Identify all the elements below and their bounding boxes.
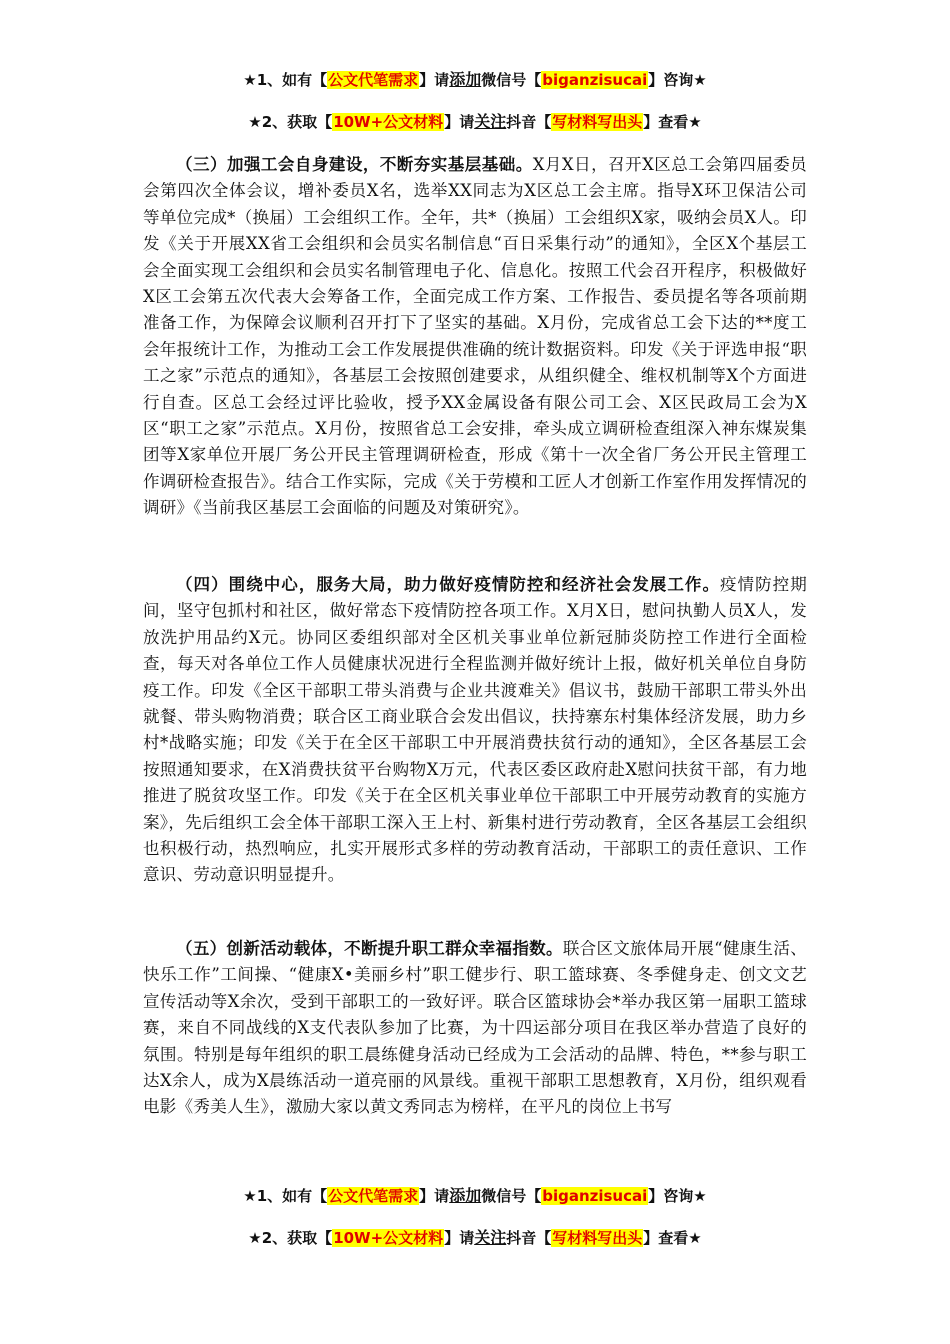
header-line-2-mid1: 】请	[444, 113, 475, 131]
footer-line-2-mid1: 】请	[444, 1229, 475, 1247]
footer-line-1-highlight-service: 公文代笔需求	[328, 1187, 419, 1205]
footer-line-2-suffix: 】查看★	[643, 1229, 702, 1247]
footer-line-1-prefix: ★1、如有【	[243, 1187, 328, 1205]
header-line-1-suffix: 】咨询★	[648, 71, 707, 89]
footer-line-1-suffix: 】咨询★	[648, 1187, 707, 1205]
header-line-2-highlight-materials: 10W+公文材料	[333, 113, 444, 131]
footer-line-1-mid1: 】请	[419, 1187, 450, 1205]
footer-line-1	[0, 1186, 950, 1206]
header-line-2-mid2: 抖音【	[506, 113, 552, 131]
footer-line-1-emphasis: 添加	[449, 1186, 482, 1205]
section-5-heading: （五）创新活动载体，不断提升职工群众幸福指数。	[176, 939, 563, 958]
section-5-paragraph	[143, 936, 807, 1121]
section-4-heading: （四）围绕中心，服务大局，助力做好疫情防控和经济社会发展工作。	[176, 575, 720, 594]
header-line-1-highlight-wechat: biganzisucai	[542, 71, 648, 89]
footer-line-2-highlight-materials: 10W+公文材料	[333, 1229, 444, 1247]
section-4-paragraph	[143, 572, 807, 889]
header-line-1-prefix: ★1、如有【	[243, 71, 328, 89]
header-line-2-highlight-douyin: 写材料写出头	[552, 113, 643, 131]
header-line-1	[0, 70, 950, 90]
header-line-2-suffix: 】查看★	[643, 113, 702, 131]
footer-line-2-highlight-douyin: 写材料写出头	[552, 1229, 643, 1247]
section-3-heading: （三）加强工会自身建设，不断夯实基层基础。	[176, 155, 533, 174]
footer-line-2-prefix: ★2、获取【	[248, 1229, 333, 1247]
header-line-2-prefix: ★2、获取【	[248, 113, 333, 131]
section-4-body: 疫情防控期间，坚守包抓村和社区，做好常态下疫情防控各项工作。X月X日，慰问执勤人员X人，发放洗护用品约X元。协同区委组织部对全区机关事业单位新冠肺炎防控工作进行全面检查，每天对各单位工作人员健康状况进行全程监测并做好统计上报，做好机关单位自身防疫工作。印发《全区干部职工带头消费与企业共渡难关》倡议书，鼓励干部职工带头外出就餐、带头购物消费；联合区工商业联合会发出倡议，扶持寨东村集体经济发展，助力乡村*战略实施；印发《关于在全区干部职工中开展消费扶贫行动的通知》，全区各基层工会按照通知要求，在X消费扶贫平台购物X万元，代表区委区政府赴X慰问扶贫干部，有力地推进了脱贫攻坚工作。印发《关于在全区机关事业单位干部职工中开展劳动教育的实施方案》，先后组织工会全体干部职工深入王上村、新集村进行劳动教育，全区各基层工会组织也积极行动，热烈响应，扎实开展形式多样的劳动教育活动，干部职工的责任意识、工作意识、劳动意识明显提升。	[143, 575, 807, 885]
header-line-1-highlight-service: 公文代笔需求	[328, 71, 419, 89]
section-3-paragraph	[143, 152, 807, 522]
footer-line-2-mid2: 抖音【	[506, 1229, 552, 1247]
footer-line-2	[0, 1228, 950, 1248]
header-line-1-mid2: 微信号【	[481, 71, 542, 89]
header-line-2	[0, 112, 950, 132]
footer-line-2-emphasis: 关注	[474, 1228, 507, 1247]
footer-line-1-highlight-wechat: biganzisucai	[542, 1187, 648, 1205]
header-line-1-mid1: 】请	[419, 71, 450, 89]
header-line-1-emphasis: 添加	[449, 70, 482, 89]
section-5-body: 联合区文旅体局开展“健康生活、快乐工作”工间操、“健康X•美丽乡村”职工健步行、职工篮球赛、冬季健身走、创文文艺宣传活动等X余次，受到干部职工的一致好评。联合区篮球协会*举办我区第一届职工篮球赛，来自不同战线的X支代表队参加了比赛，为十四运部分项目在我区举办营造了良好的氛围。特别是每年组织的职工晨练健身活动已经成为工会活动的品牌、特色，**参与职工达X余人，成为X晨练活动一道亮丽的风景线。重视干部职工思想教育，X月份，组织观看电影《秀美人生》，激励大家以黄文秀同志为榜样，在平凡的岗位上书写	[143, 939, 807, 1117]
section-3-body: X月X日，召开X区总工会第四届委员会第四次全体会议，增补委员X名，选举XX同志为X区总工会主席。指导X环卫保洁公司等单位完成*（换届）工会组织工作。全年，共*（换届）工会组织X家，吸纳会员X人。印发《关于开展XX省工会组织和会员实名制信息“百日采集行动”的通知》，全区X个基层工会全面实现工会组织和会员实名制管理电子化、信息化。按照工代会召开程序，积极做好X区工会第五次代表大会筹备工作，全面完成工作方案、工作报告、委员提名等各项前期准备工作，为保障会议顺利召开打下了坚实的基础。X月份，完成省总工会下达的**度工会年报统计工作，为推动工会工作发展提供准确的统计数据资料。印发《关于评选申报“职工之家”示范点的通知》，各基层工会按照创建要求，从组织健全、维权机制等X个方面进行自查。区总工会经过评比验收，授予XX金属设备有限公司工会、X区民政局工会为X区“职工之家”示范点。X月份，按照省总工会安排，牵头成立调研检查组深入神东煤炭集团等X家单位开展厂务公开民主管理调研检查，形成《第十一次全省厂务公开民主管理工作调研检查报告》。结合工作实际，完成《关于劳模和工匠人才创新工作室作用发挥情况的调研》《当前我区基层工会面临的问题及对策研究》。	[143, 155, 807, 518]
header-line-2-emphasis: 关注	[474, 112, 507, 131]
footer-line-1-mid2: 微信号【	[481, 1187, 542, 1205]
